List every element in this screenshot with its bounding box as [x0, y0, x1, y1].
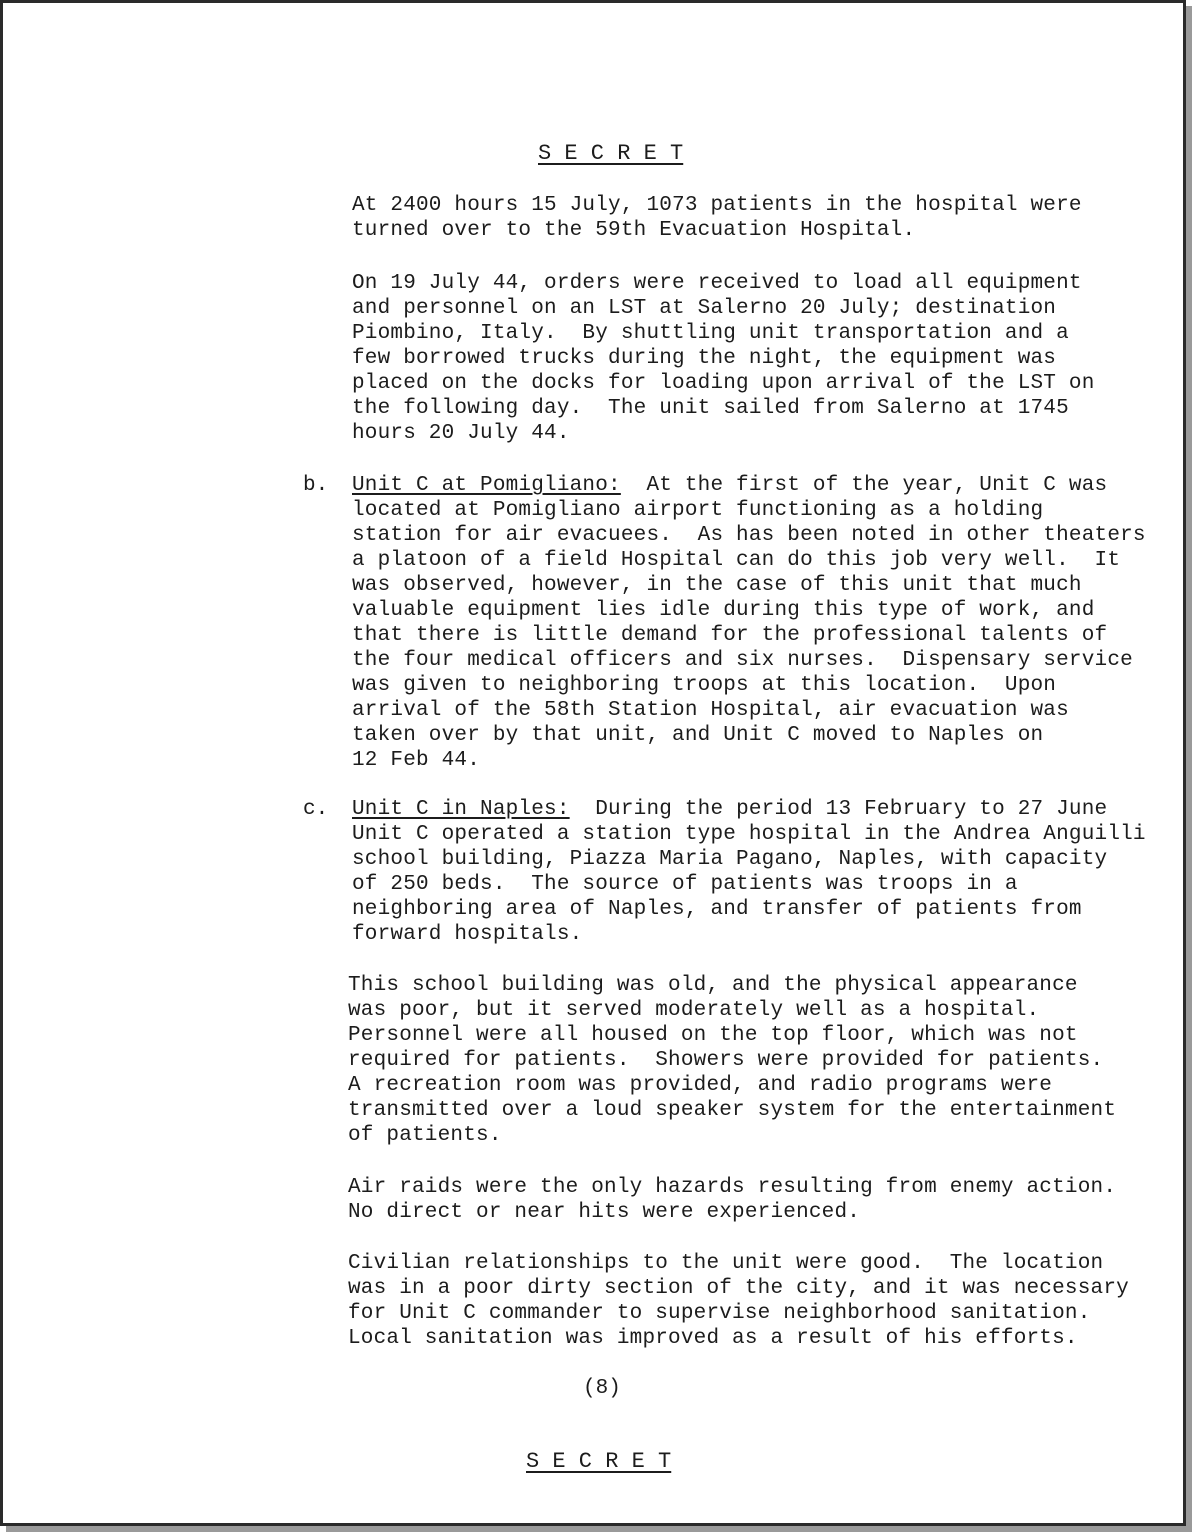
section-b-title: Unit C at Pomigliano:: [352, 474, 621, 497]
text-line: Air raids were the only hazards resulting from enemy action.: [348, 1176, 1117, 1199]
text-line: that there is little demand for the professional talents of: [352, 624, 1108, 647]
text-line: A recreation room was provided, and radio programs were: [348, 1074, 1053, 1097]
text-line: was observed, however, in the case of this unit that much: [352, 574, 1082, 597]
text-line: transmitted over a loud speaker system for the entertainment: [348, 1099, 1117, 1122]
section-b-label: b.: [303, 474, 329, 497]
text-line: On 19 July 44, orders were received to load all equipment: [352, 272, 1082, 295]
text-line: required for patients. Showers were provided for patients.: [348, 1049, 1104, 1072]
text-line: station for air evacuees. As has been noted in other theaters: [352, 524, 1146, 547]
text-line: the four medical officers and six nurses. Dispensary service: [352, 649, 1133, 672]
text-line: Personnel were all housed on the top floor, which was not: [348, 1024, 1078, 1047]
text-line: school building, Piazza Maria Pagano, Naples, with capacity: [352, 848, 1108, 871]
text-line: the following day. The unit sailed from Salerno at 1745: [352, 397, 1069, 420]
text-line: of patients.: [348, 1124, 502, 1147]
text-line: located at Pomigliano airport functioning as a holding: [352, 499, 1044, 522]
text-line: for Unit C commander to supervise neighborhood sanitation.: [348, 1302, 1091, 1325]
text-run: At the first of the year, Unit C was: [620, 474, 1108, 497]
text-line: of 250 beds. The source of patients was troops in a: [352, 873, 1018, 896]
text-run: During the period 13 February to 27 June: [569, 798, 1108, 821]
section-c-title: Unit C in Naples:: [352, 798, 570, 821]
text-line: hours 20 July 44.: [352, 422, 570, 445]
text-line: a platoon of a field Hospital can do this job very well. It: [352, 549, 1121, 572]
text-line: valuable equipment lies idle during this type of work, and: [352, 599, 1095, 622]
text-line: Unit C operated a station type hospital in the Andrea Anguilli: [352, 823, 1146, 846]
text-line: Piombino, Italy. By shuttling unit transportation and a: [352, 322, 1069, 345]
text-line: was poor, but it served moderately well as a hospital.: [348, 999, 1040, 1022]
text-line: taken over by that unit, and Unit C moved to Naples on: [352, 724, 1044, 747]
section-c-label: c.: [303, 798, 329, 821]
text-line: placed on the docks for loading upon arrival of the LST on: [352, 372, 1095, 395]
text-line: Civilian relationships to the unit were good. The location: [348, 1252, 1104, 1275]
section-b-first-line: [352, 473, 1107, 498]
text-line: was given to neighboring troops at this location. Upon: [352, 674, 1057, 697]
text-line: was in a poor dirty section of the city, and it was necessary: [348, 1277, 1129, 1300]
text-line: No direct or near hits were experienced.: [348, 1201, 861, 1224]
page-number: (8): [583, 1377, 621, 1400]
text-line: forward hospitals.: [352, 923, 583, 946]
text-line: neighboring area of Naples, and transfer of patients from: [352, 898, 1082, 921]
section-c-first-line: [352, 797, 1107, 822]
footer-classification: S E C R E T: [526, 1449, 672, 1474]
text-line: At 2400 hours 15 July, 1073 patients in the hospital were: [352, 194, 1082, 217]
text-line: Local sanitation was improved as a result of his efforts.: [348, 1327, 1078, 1350]
text-line: few borrowed trucks during the night, the equipment was: [352, 347, 1057, 370]
text-line: 12 Feb 44.: [352, 749, 481, 772]
text-line: This school building was old, and the physical appearance: [348, 974, 1078, 997]
text-line: and personnel on an LST at Salerno 20 July; destination: [352, 297, 1057, 320]
text-line: arrival of the 58th Station Hospital, air evacuation was: [352, 699, 1069, 722]
header-classification: S E C R E T: [538, 141, 684, 166]
text-line: turned over to the 59th Evacuation Hospital.: [352, 219, 916, 242]
